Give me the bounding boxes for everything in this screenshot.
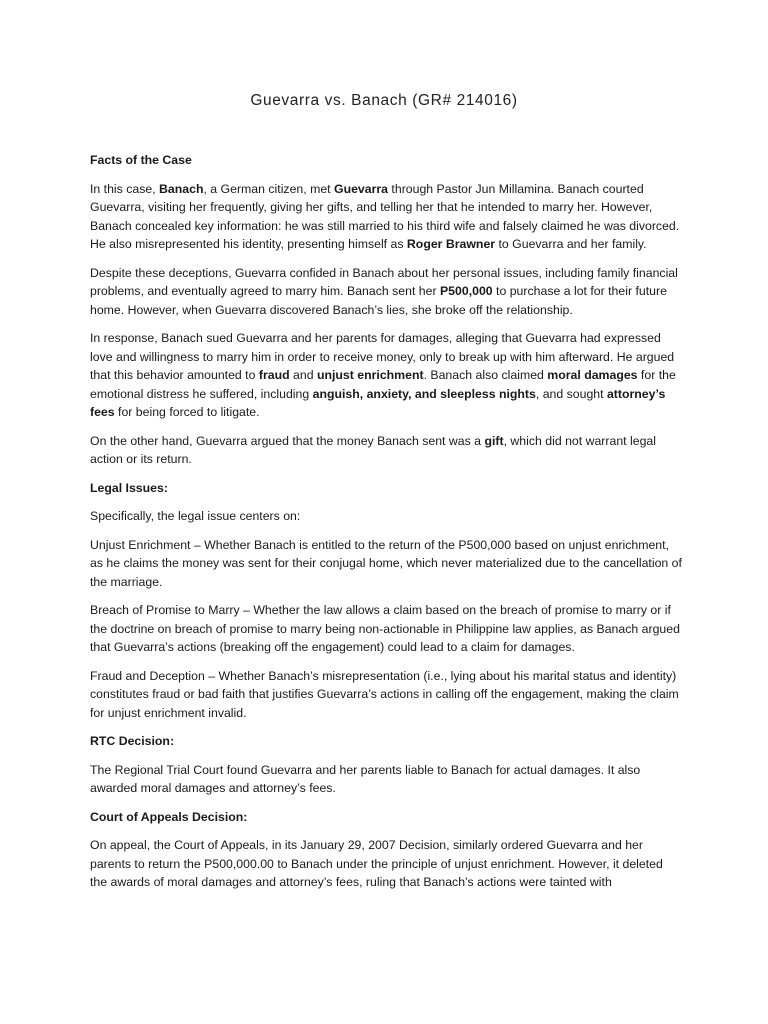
text-run: In this case, [90, 181, 160, 196]
bold-text-banach: Banach [159, 181, 204, 196]
text-run: On the other hand, Guevarra argued that the money Banach sent was a [90, 433, 485, 448]
facts-paragraph-1 [90, 180, 682, 254]
text-run: , and sought [535, 386, 607, 401]
bold-text-amount: P500,000 [439, 284, 493, 298]
facts-paragraph-2 [90, 264, 682, 320]
text-run: Despite these deceptions, Guevarra confided in Banach about her personal issues, including family financial problems, and eventually agreed to marry him. Banach sent her [90, 265, 678, 298]
text-run: , which did not warrant legal action or its return. [90, 433, 656, 466]
bold-text-roger-brawner: Roger Brawner [406, 237, 496, 251]
text-run: for the emotional distress he suffered, including [90, 368, 676, 401]
document-title: Guevarra vs. Banach (GR# 214016) [250, 92, 518, 109]
ca-paragraph: On appeal, the Court of Appeals, in its January 29, 2007 Decision, similarly ordered Guevarra and her parents to return the P500,000.00 to Banach under the principle of unjust enrichment. However, it deleted the awards of moral damages and attorney’s fees, ruling that Banach’s actions were tainted with [90, 838, 663, 889]
issue-fraud-deception: Fraud and Deception – Whether Banach’s misrepresentation (i.e., lying about his marital status and identity) constitutes fraud or bad faith that justifies Guevarra’s actions in calling off the engagement, making the claim for unjust enrichment invalid. [90, 668, 679, 720]
rtc-paragraph: The Regional Trial Court found Guevarra and her parents liable to Banach for actual damages. It also awarded moral damages and attorney’s fees. [90, 762, 641, 795]
section-heading-ca-decision: Court of Appeals Decision: [90, 809, 248, 824]
text-run: , a German citizen, met [203, 181, 334, 196]
text-run: In response, Banach sued Guevarra and her parents for damages, alleging that Guevarra had expressed love and willingness to marry him in order to receive money, only to break up with him afterward. He argued that this behavior amounted to [90, 331, 675, 382]
bold-text-unjust-enrichment: unjust enrichment [316, 368, 424, 382]
bold-text-guevarra: Guevarra [334, 181, 389, 196]
bold-text-moral-damages: moral damages [547, 368, 638, 382]
bold-text-attorneys-fees: attorney’s fees [90, 386, 666, 419]
section-heading-legal-issues: Legal Issues: [90, 480, 168, 495]
issue-breach-of-promise: Breach of Promise to Marry – Whether the law allows a claim based on the breach of promise to marry or if the doctrine on breach of promise to marry being non-actionable in Philippine law applies, as Banach argued that Guevarra’s actions (breaking off the engagement) could lead to a claim for damages. [90, 603, 680, 654]
document-body [90, 151, 682, 902]
bold-text-anguish: anguish, anxiety, and sleepless nights [312, 386, 536, 401]
text-run: to Guevarra and her family. [495, 237, 647, 251]
text-run: through Pastor Jun Millamina. Banach courted Guevarra, visiting her frequently, giving her gifts, and telling her that he intended to marry her. However, Banach concealed key information: he was still married to his third wife and falsely claimed he was divorced. He also misrepresented his identity, presenting himself as [90, 181, 680, 251]
issues-intro: Specifically, the legal issue centers on: [90, 509, 301, 523]
text-run: to purchase a lot for their future home. However, when Guevarra discovered Banach’s lies, she broke off the relationship. [90, 284, 667, 317]
bold-text-gift: gift [484, 433, 504, 448]
text-run: . Banach also claimed [423, 368, 548, 382]
facts-paragraph-4 [90, 432, 682, 469]
facts-paragraph-3 [90, 329, 682, 422]
bold-text-fraud: fraud [258, 368, 290, 382]
section-heading-facts: Facts of the Case [90, 153, 192, 167]
text-run: and [289, 368, 317, 382]
issue-unjust-enrichment: Unjust Enrichment – Whether Banach is entitled to the return of the P500,000 based on unjust enrichment, as he claims the money was sent for their conjugal home, which never materialized due to the cancellation of the marriage. [90, 537, 682, 589]
section-heading-rtc-decision: RTC Decision: [90, 734, 175, 748]
text-run: for being forced to litigate. [114, 405, 260, 419]
